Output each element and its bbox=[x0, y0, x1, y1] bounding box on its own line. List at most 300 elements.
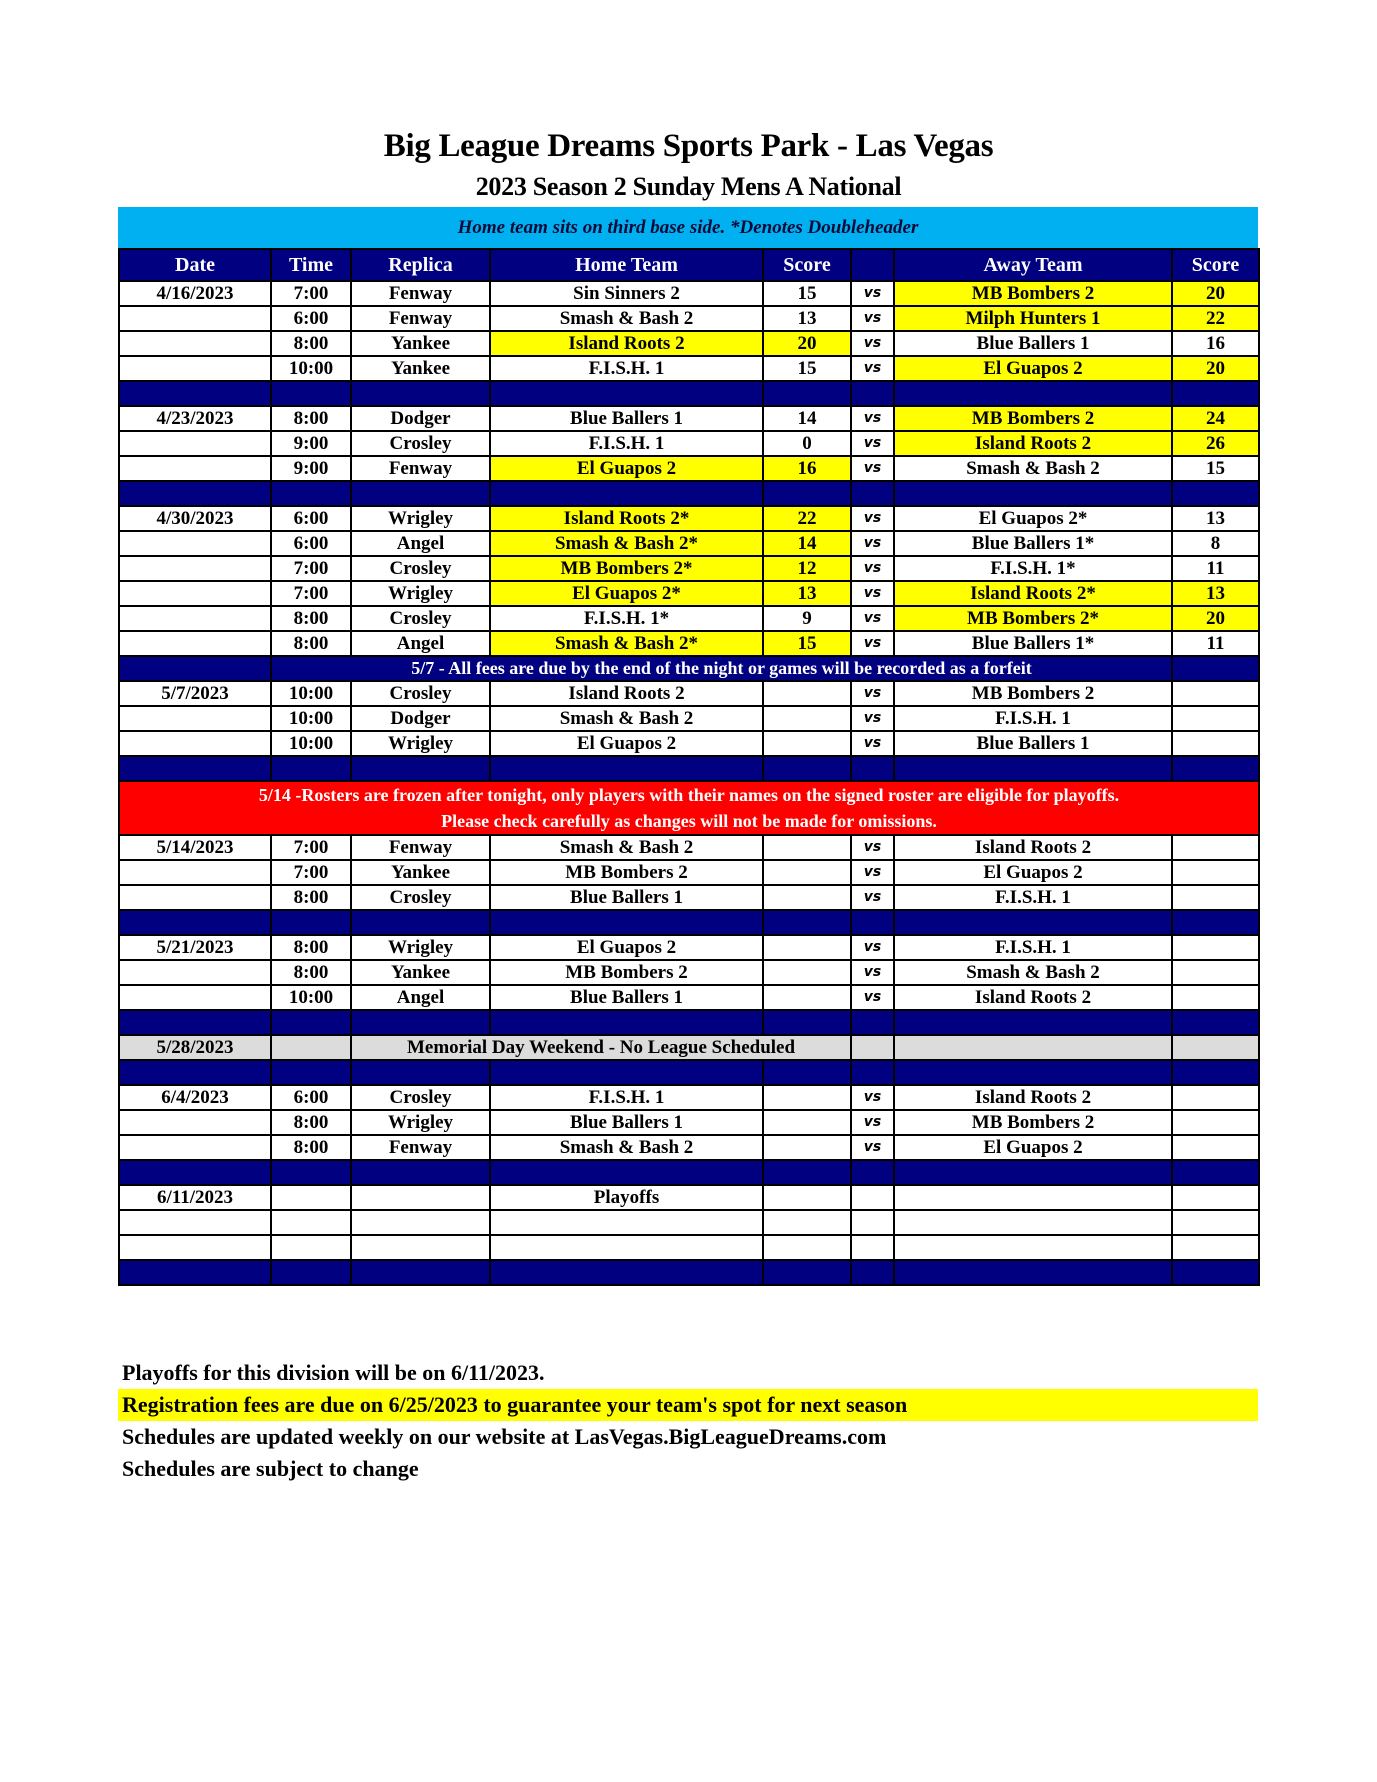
time-cell: 6:00 bbox=[271, 306, 351, 331]
away-score-cell bbox=[1172, 960, 1259, 985]
vs-label: vs bbox=[851, 960, 894, 985]
separator-cell bbox=[351, 1160, 490, 1185]
home-score-cell bbox=[763, 835, 851, 860]
schedule-sheet bbox=[118, 207, 1258, 1286]
vs-label: vs bbox=[851, 506, 894, 531]
replica-cell: Wrigley bbox=[351, 1110, 490, 1135]
away-team-cell: Blue Ballers 1 bbox=[894, 731, 1172, 756]
separator-cell bbox=[851, 481, 894, 506]
game-row bbox=[119, 935, 1259, 960]
game-row bbox=[119, 885, 1259, 910]
week-separator-row bbox=[119, 910, 1259, 935]
vs-label: vs bbox=[851, 306, 894, 331]
footer-notes bbox=[118, 1357, 1258, 1485]
home-team-cell: Blue Ballers 1 bbox=[490, 885, 763, 910]
empty-cell bbox=[894, 1185, 1172, 1210]
empty-cell bbox=[851, 1210, 894, 1235]
separator-cell bbox=[351, 1260, 490, 1285]
game-row bbox=[119, 281, 1259, 306]
separator-cell bbox=[894, 481, 1172, 506]
info-banner: Home team sits on third base side. *Denotes Doubleheader bbox=[118, 207, 1258, 248]
away-score-cell bbox=[1172, 860, 1259, 885]
time-cell: 6:00 bbox=[271, 1085, 351, 1110]
separator-cell bbox=[894, 1010, 1172, 1035]
col-header-replica: Replica bbox=[351, 249, 490, 281]
game-row bbox=[119, 1085, 1259, 1110]
away-score-cell bbox=[1172, 681, 1259, 706]
vs-label: vs bbox=[851, 606, 894, 631]
time-cell: 10:00 bbox=[271, 706, 351, 731]
away-score-cell bbox=[1172, 935, 1259, 960]
date-cell: 6/4/2023 bbox=[119, 1085, 271, 1110]
date-cell bbox=[119, 1135, 271, 1160]
week-separator-row bbox=[119, 481, 1259, 506]
date-cell: 5/14/2023 bbox=[119, 835, 271, 860]
time-cell: 8:00 bbox=[271, 1110, 351, 1135]
game-row bbox=[119, 531, 1259, 556]
page-title: Big League Dreams Sports Park - Las Vegas bbox=[383, 128, 994, 164]
week-separator-row bbox=[119, 1010, 1259, 1035]
home-team-cell: El Guapos 2 bbox=[490, 935, 763, 960]
separator-cell bbox=[119, 1010, 271, 1035]
away-score-cell: 20 bbox=[1172, 281, 1259, 306]
separator-cell bbox=[763, 481, 851, 506]
game-row bbox=[119, 581, 1259, 606]
home-score-cell bbox=[763, 985, 851, 1010]
home-score-cell: 15 bbox=[763, 631, 851, 656]
date-cell bbox=[119, 706, 271, 731]
replica-cell: Angel bbox=[351, 985, 490, 1010]
away-team-cell: Island Roots 2 bbox=[894, 985, 1172, 1010]
home-team-cell: El Guapos 2 bbox=[490, 456, 763, 481]
separator-cell bbox=[271, 1260, 351, 1285]
separator-cell bbox=[351, 381, 490, 406]
separator-cell bbox=[119, 1260, 271, 1285]
home-score-cell bbox=[763, 1135, 851, 1160]
date-cell bbox=[119, 531, 271, 556]
time-cell: 8:00 bbox=[271, 960, 351, 985]
date-cell bbox=[119, 606, 271, 631]
separator-cell bbox=[851, 910, 894, 935]
game-row bbox=[119, 331, 1259, 356]
date-cell bbox=[119, 306, 271, 331]
empty-cell bbox=[271, 1235, 351, 1260]
empty-cell bbox=[271, 1210, 351, 1235]
vs-label: vs bbox=[851, 581, 894, 606]
game-row bbox=[119, 356, 1259, 381]
home-score-cell bbox=[763, 1110, 851, 1135]
away-team-cell: Smash & Bash 2 bbox=[894, 960, 1172, 985]
col-header-away-team: Away Team bbox=[894, 249, 1172, 281]
separator-cell bbox=[1172, 656, 1259, 681]
separator-cell bbox=[763, 1160, 851, 1185]
away-team-cell: F.I.S.H. 1 bbox=[894, 885, 1172, 910]
blank-row bbox=[119, 1235, 1259, 1260]
empty-cell bbox=[1172, 1235, 1259, 1260]
time-cell: 7:00 bbox=[271, 835, 351, 860]
game-row bbox=[119, 835, 1259, 860]
away-score-cell: 11 bbox=[1172, 556, 1259, 581]
separator-cell bbox=[1172, 1010, 1259, 1035]
home-score-cell: 12 bbox=[763, 556, 851, 581]
separator-cell bbox=[271, 1060, 351, 1085]
time-cell: 6:00 bbox=[271, 506, 351, 531]
separator-cell bbox=[490, 481, 763, 506]
away-team-cell: El Guapos 2 bbox=[894, 1135, 1172, 1160]
away-team-cell: F.I.S.H. 1* bbox=[894, 556, 1172, 581]
home-team-cell: F.I.S.H. 1* bbox=[490, 606, 763, 631]
col-header-home-score: Score bbox=[763, 249, 851, 281]
empty-cell bbox=[490, 1235, 763, 1260]
time-cell: 8:00 bbox=[271, 331, 351, 356]
home-score-cell: 15 bbox=[763, 356, 851, 381]
replica-cell: Fenway bbox=[351, 306, 490, 331]
home-score-cell bbox=[763, 1085, 851, 1110]
home-score-cell: 22 bbox=[763, 506, 851, 531]
time-cell: 8:00 bbox=[271, 606, 351, 631]
away-team-cell bbox=[894, 1035, 1172, 1060]
date-cell bbox=[119, 960, 271, 985]
separator-cell bbox=[351, 1010, 490, 1035]
home-team-cell: Smash & Bash 2* bbox=[490, 531, 763, 556]
vs-label: vs bbox=[851, 1085, 894, 1110]
vs-label: vs bbox=[851, 406, 894, 431]
away-score-cell bbox=[1172, 731, 1259, 756]
separator-cell bbox=[271, 910, 351, 935]
empty-cell bbox=[1172, 1185, 1259, 1210]
date-cell bbox=[119, 356, 271, 381]
home-score-cell bbox=[763, 935, 851, 960]
date-cell bbox=[119, 456, 271, 481]
roster-alert-line-1: 5/14 -Rosters are frozen after tonight, only players with their names on the signed roster are eligible for playoffs. bbox=[258, 785, 1120, 805]
replica-cell: Yankee bbox=[351, 356, 490, 381]
home-team-cell: Smash & Bash 2* bbox=[490, 631, 763, 656]
vs-label: vs bbox=[851, 835, 894, 860]
away-score-cell bbox=[1172, 885, 1259, 910]
home-score-cell: 14 bbox=[763, 531, 851, 556]
away-score-cell bbox=[1172, 706, 1259, 731]
replica-cell: Crosley bbox=[351, 1085, 490, 1110]
separator-cell bbox=[119, 656, 271, 681]
away-score-cell: 22 bbox=[1172, 306, 1259, 331]
playoffs-label: Playoffs bbox=[490, 1185, 763, 1210]
page-subtitle: 2023 Season 2 Sunday Mens A National bbox=[475, 172, 902, 201]
vs-label: vs bbox=[851, 860, 894, 885]
separator-cell bbox=[271, 1010, 351, 1035]
date-cell: 5/28/2023 bbox=[119, 1035, 271, 1060]
time-cell: 7:00 bbox=[271, 556, 351, 581]
replica-cell: Fenway bbox=[351, 835, 490, 860]
fees-notice-row bbox=[119, 656, 1259, 681]
separator-cell bbox=[1172, 1060, 1259, 1085]
date-cell bbox=[119, 860, 271, 885]
replica-cell: Angel bbox=[351, 631, 490, 656]
time-cell: 10:00 bbox=[271, 731, 351, 756]
game-row bbox=[119, 506, 1259, 531]
time-cell: 10:00 bbox=[271, 985, 351, 1010]
game-row bbox=[119, 406, 1259, 431]
separator-cell bbox=[894, 910, 1172, 935]
separator-cell bbox=[894, 1260, 1172, 1285]
away-team-cell: Blue Ballers 1 bbox=[894, 331, 1172, 356]
week-separator-row bbox=[119, 1260, 1259, 1285]
separator-cell bbox=[271, 481, 351, 506]
separator-cell bbox=[490, 756, 763, 781]
website-note: Schedules are updated weekly on our website at LasVegas.BigLeagueDreams.com bbox=[122, 1424, 887, 1449]
replica-cell: Fenway bbox=[351, 1135, 490, 1160]
time-cell bbox=[271, 1035, 351, 1060]
vs-label: vs bbox=[851, 281, 894, 306]
separator-cell bbox=[351, 756, 490, 781]
vs-label: vs bbox=[851, 531, 894, 556]
home-score-cell: 13 bbox=[763, 306, 851, 331]
date-cell bbox=[119, 556, 271, 581]
replica-cell: Wrigley bbox=[351, 935, 490, 960]
separator-cell bbox=[490, 910, 763, 935]
time-cell: 6:00 bbox=[271, 531, 351, 556]
replica-cell: Angel bbox=[351, 531, 490, 556]
holiday-text: Memorial Day Weekend - No League Scheduled bbox=[351, 1035, 851, 1060]
date-cell bbox=[119, 985, 271, 1010]
time-cell: 9:00 bbox=[271, 456, 351, 481]
week-separator-row bbox=[119, 1160, 1259, 1185]
empty-cell bbox=[894, 1210, 1172, 1235]
replica-cell: Crosley bbox=[351, 556, 490, 581]
playoffs-row bbox=[119, 1185, 1259, 1210]
game-row bbox=[119, 1135, 1259, 1160]
replica-cell: Crosley bbox=[351, 431, 490, 456]
game-row bbox=[119, 960, 1259, 985]
replica-cell: Yankee bbox=[351, 960, 490, 985]
game-row bbox=[119, 860, 1259, 885]
date-cell: 5/21/2023 bbox=[119, 935, 271, 960]
time-cell bbox=[271, 1185, 351, 1210]
separator-cell bbox=[763, 1010, 851, 1035]
separator-cell bbox=[271, 1160, 351, 1185]
week-separator-row bbox=[119, 1060, 1259, 1085]
separator-cell bbox=[271, 756, 351, 781]
empty-cell bbox=[763, 1185, 851, 1210]
home-team-cell: MB Bombers 2 bbox=[490, 860, 763, 885]
col-header-home-team: Home Team bbox=[490, 249, 763, 281]
away-score-cell: 15 bbox=[1172, 456, 1259, 481]
roster-alert-line-2: Please check carefully as changes will not be made for omissions. bbox=[441, 811, 937, 831]
roster-alert bbox=[119, 781, 1259, 835]
away-team-cell: Island Roots 2 bbox=[894, 431, 1172, 456]
separator-cell bbox=[490, 1260, 763, 1285]
away-team-cell: F.I.S.H. 1 bbox=[894, 935, 1172, 960]
time-cell: 7:00 bbox=[271, 281, 351, 306]
away-team-cell: MB Bombers 2 bbox=[894, 681, 1172, 706]
col-header-vs bbox=[851, 249, 894, 281]
date-cell bbox=[119, 581, 271, 606]
vs-label: vs bbox=[851, 935, 894, 960]
home-team-cell: Sin Sinners 2 bbox=[490, 281, 763, 306]
replica-cell: Yankee bbox=[351, 860, 490, 885]
away-team-cell: MB Bombers 2* bbox=[894, 606, 1172, 631]
home-team-cell: Smash & Bash 2 bbox=[490, 1135, 763, 1160]
registration-note: Registration fees are due on 6/25/2023 to guarantee your team's spot for next season bbox=[118, 1389, 1258, 1421]
away-team-cell: Milph Hunters 1 bbox=[894, 306, 1172, 331]
time-cell: 8:00 bbox=[271, 1135, 351, 1160]
separator-cell bbox=[894, 1060, 1172, 1085]
separator-cell bbox=[851, 1010, 894, 1035]
replica-cell: Wrigley bbox=[351, 506, 490, 531]
game-row bbox=[119, 431, 1259, 456]
vs-label: vs bbox=[851, 706, 894, 731]
separator-cell bbox=[119, 1160, 271, 1185]
away-score-cell: 8 bbox=[1172, 531, 1259, 556]
away-score-cell bbox=[1172, 1135, 1259, 1160]
schedule-body bbox=[119, 281, 1259, 1285]
empty-cell bbox=[351, 1235, 490, 1260]
separator-cell bbox=[351, 910, 490, 935]
separator-cell bbox=[490, 1010, 763, 1035]
away-score-cell: 11 bbox=[1172, 631, 1259, 656]
date-cell bbox=[119, 1110, 271, 1135]
home-team-cell: Smash & Bash 2 bbox=[490, 835, 763, 860]
vs-label: vs bbox=[851, 681, 894, 706]
separator-cell bbox=[894, 1160, 1172, 1185]
home-score-cell: 9 bbox=[763, 606, 851, 631]
time-cell: 8:00 bbox=[271, 631, 351, 656]
vs-label: vs bbox=[851, 331, 894, 356]
empty-cell bbox=[763, 1235, 851, 1260]
home-score-cell bbox=[763, 681, 851, 706]
change-note: Schedules are subject to change bbox=[122, 1456, 419, 1481]
time-cell: 7:00 bbox=[271, 581, 351, 606]
holiday-row bbox=[119, 1035, 1259, 1060]
away-score-cell bbox=[1172, 835, 1259, 860]
separator-cell bbox=[763, 910, 851, 935]
away-score-cell: 26 bbox=[1172, 431, 1259, 456]
game-row bbox=[119, 681, 1259, 706]
game-row bbox=[119, 706, 1259, 731]
separator-cell bbox=[894, 381, 1172, 406]
vs-label: vs bbox=[851, 985, 894, 1010]
away-team-cell: Island Roots 2 bbox=[894, 1085, 1172, 1110]
schedule-table bbox=[118, 248, 1260, 1286]
empty-cell bbox=[119, 1235, 271, 1260]
separator-cell bbox=[851, 381, 894, 406]
separator-cell bbox=[119, 910, 271, 935]
replica-cell bbox=[351, 1185, 490, 1210]
home-score-cell bbox=[763, 706, 851, 731]
away-team-cell: MB Bombers 2 bbox=[894, 1110, 1172, 1135]
week-separator-row bbox=[119, 381, 1259, 406]
away-team-cell: Blue Ballers 1* bbox=[894, 631, 1172, 656]
away-team-cell: Blue Ballers 1* bbox=[894, 531, 1172, 556]
home-score-cell bbox=[763, 731, 851, 756]
col-header-time: Time bbox=[271, 249, 351, 281]
separator-cell bbox=[763, 1260, 851, 1285]
home-team-cell: MB Bombers 2 bbox=[490, 960, 763, 985]
away-score-cell: 16 bbox=[1172, 331, 1259, 356]
home-team-cell: Blue Ballers 1 bbox=[490, 406, 763, 431]
separator-cell bbox=[351, 1060, 490, 1085]
replica-cell: Wrigley bbox=[351, 731, 490, 756]
replica-cell: Wrigley bbox=[351, 581, 490, 606]
col-header-date: Date bbox=[119, 249, 271, 281]
empty-cell bbox=[119, 1210, 271, 1235]
home-team-cell: Island Roots 2 bbox=[490, 331, 763, 356]
home-team-cell: F.I.S.H. 1 bbox=[490, 356, 763, 381]
game-row bbox=[119, 631, 1259, 656]
empty-cell bbox=[1172, 1210, 1259, 1235]
home-team-cell: Blue Ballers 1 bbox=[490, 985, 763, 1010]
vs-label: vs bbox=[851, 631, 894, 656]
replica-cell: Crosley bbox=[351, 681, 490, 706]
separator-cell bbox=[763, 756, 851, 781]
home-score-cell bbox=[763, 960, 851, 985]
separator-cell bbox=[1172, 756, 1259, 781]
time-cell: 10:00 bbox=[271, 681, 351, 706]
vs-label: vs bbox=[851, 431, 894, 456]
away-team-cell: MB Bombers 2 bbox=[894, 406, 1172, 431]
separator-cell bbox=[351, 481, 490, 506]
home-team-cell: MB Bombers 2* bbox=[490, 556, 763, 581]
separator-cell bbox=[1172, 481, 1259, 506]
vs-label: vs bbox=[851, 1135, 894, 1160]
date-cell: 5/7/2023 bbox=[119, 681, 271, 706]
game-row bbox=[119, 306, 1259, 331]
home-score-cell bbox=[763, 860, 851, 885]
separator-cell bbox=[490, 1160, 763, 1185]
separator-cell bbox=[271, 381, 351, 406]
separator-cell bbox=[894, 756, 1172, 781]
separator-cell bbox=[490, 1060, 763, 1085]
vs-label: vs bbox=[851, 1110, 894, 1135]
time-cell: 10:00 bbox=[271, 356, 351, 381]
separator-cell bbox=[763, 381, 851, 406]
game-row bbox=[119, 1110, 1259, 1135]
away-team-cell: Island Roots 2* bbox=[894, 581, 1172, 606]
vs-label: vs bbox=[851, 885, 894, 910]
vs-label: vs bbox=[851, 356, 894, 381]
date-cell bbox=[119, 631, 271, 656]
roster-alert-row bbox=[119, 781, 1259, 835]
home-score-cell: 20 bbox=[763, 331, 851, 356]
time-cell: 8:00 bbox=[271, 885, 351, 910]
empty-cell bbox=[490, 1210, 763, 1235]
home-score-cell: 15 bbox=[763, 281, 851, 306]
col-header-away-score: Score bbox=[1172, 249, 1259, 281]
away-score-cell: 20 bbox=[1172, 356, 1259, 381]
vs-cell bbox=[851, 1035, 894, 1060]
replica-cell: Dodger bbox=[351, 706, 490, 731]
date-cell: 6/11/2023 bbox=[119, 1185, 271, 1210]
away-score-cell: 13 bbox=[1172, 581, 1259, 606]
away-team-cell: El Guapos 2 bbox=[894, 860, 1172, 885]
home-team-cell: F.I.S.H. 1 bbox=[490, 431, 763, 456]
date-cell: 4/30/2023 bbox=[119, 506, 271, 531]
separator-cell bbox=[763, 1060, 851, 1085]
separator-cell bbox=[119, 756, 271, 781]
date-cell bbox=[119, 885, 271, 910]
time-cell: 8:00 bbox=[271, 406, 351, 431]
separator-cell bbox=[1172, 381, 1259, 406]
home-team-cell: Island Roots 2* bbox=[490, 506, 763, 531]
home-team-cell: El Guapos 2* bbox=[490, 581, 763, 606]
separator-cell bbox=[851, 1160, 894, 1185]
away-score-cell: 20 bbox=[1172, 606, 1259, 631]
date-cell: 4/16/2023 bbox=[119, 281, 271, 306]
home-score-cell: 13 bbox=[763, 581, 851, 606]
blank-row bbox=[119, 1210, 1259, 1235]
empty-cell bbox=[351, 1210, 490, 1235]
home-team-cell: Blue Ballers 1 bbox=[490, 1110, 763, 1135]
game-row bbox=[119, 985, 1259, 1010]
